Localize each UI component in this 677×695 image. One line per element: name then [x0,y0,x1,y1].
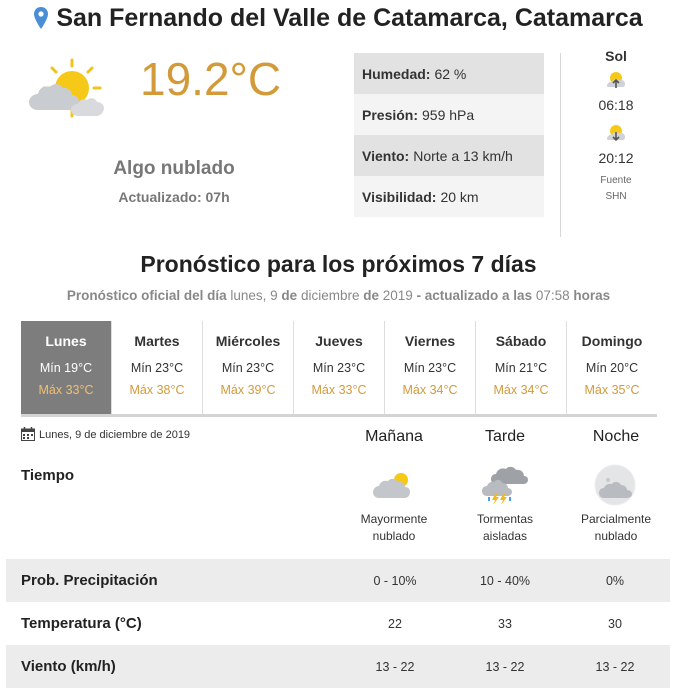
day-tab-miercoles[interactable]: Miércoles Mín 23°C Máx 39°C [203,321,294,414]
row-value: 0% [605,573,625,588]
row-value: 0 - 10% [373,573,417,588]
row-value: 13 - 22 [595,659,635,674]
isolated-storms-icon [482,464,528,509]
location-pin-icon [34,7,48,36]
weather-desc-night: Parcialmente nublado [580,512,652,543]
row-precipitation [6,559,670,602]
day-tab-viernes[interactable]: Viernes Mín 23°C Máx 34°C [385,321,476,414]
sun-panel [580,48,652,204]
updated-time: Actualizado: 07h [118,189,230,205]
row-value: 30 [608,616,622,631]
period-afternoon: Tarde [484,428,526,445]
partly-cloudy-night-icon [594,464,638,513]
current-temperature: 19.2°C [140,53,282,105]
day-tab-domingo[interactable]: Domingo Mín 20°C Máx 35°C [581,333,643,397]
day-tab-sabado[interactable]: Sábado Mín 21°C Máx 34°C [476,321,567,414]
source-name: SHN [605,191,627,202]
forecast-subtitle: Pronóstico oficial del día lunes, 9 de diciembre de 2019 - actualizado a las 07:58 horas [66,288,611,303]
location-title [0,4,677,36]
row-label: Temperatura (°C) [21,615,142,632]
sun-title: Sol [605,48,627,64]
divider [560,53,561,237]
mostly-cloudy-icon [373,464,417,509]
location-name: San Fernando del Valle de Catamarca, Catamarca [56,4,643,32]
weather-label: Tiempo [21,467,75,484]
period-morning: Mañana [365,428,423,445]
weather-desc-afternoon: Tormentas aisladas [476,512,534,543]
row-label: Viento (km/h) [21,658,116,675]
row-value: 22 [388,616,402,631]
partly-cloudy-icon [28,58,110,127]
weather-desc-morning: Mayormente nublado [360,512,428,543]
source-label: Fuente [600,175,632,186]
detail-date: Lunes, 9 de diciembre de 2019 [21,427,190,444]
sunrise-icon [580,68,652,95]
day-tabs [21,321,657,417]
period-night: Noche [592,428,640,445]
row-value: 10 - 40% [479,573,531,588]
current-stats [354,53,544,217]
sunset-time: 20:12 [598,150,634,166]
sunrise-time: 06:18 [598,97,634,113]
row-label: Prob. Precipitación [21,572,158,589]
stat-wind: Viento: Norte a 13 km/h [354,135,544,176]
day-tab-lunes[interactable]: Lunes Mín 19°C Máx 33°C [21,321,112,414]
row-wind [6,645,670,688]
sunset-icon [580,121,652,148]
stat-pressure: Presión: 959 hPa [354,94,544,135]
row-temperature [6,602,670,645]
day-tab-jueves[interactable]: Jueves Mín 23°C Máx 33°C [294,321,385,414]
current-condition: Algo nublado [113,158,235,179]
calendar-icon [21,427,35,444]
forecast-title: Pronóstico para los próximos 7 días [140,251,537,277]
row-value: 13 - 22 [375,659,415,674]
stat-visibility: Visibilidad: 20 km [354,176,544,217]
row-value: 13 - 22 [485,659,525,674]
row-value: 33 [498,616,512,631]
day-tab-martes[interactable]: Martes Mín 23°C Máx 38°C [112,321,203,414]
stat-humidity: Humedad: 62 % [354,53,544,94]
